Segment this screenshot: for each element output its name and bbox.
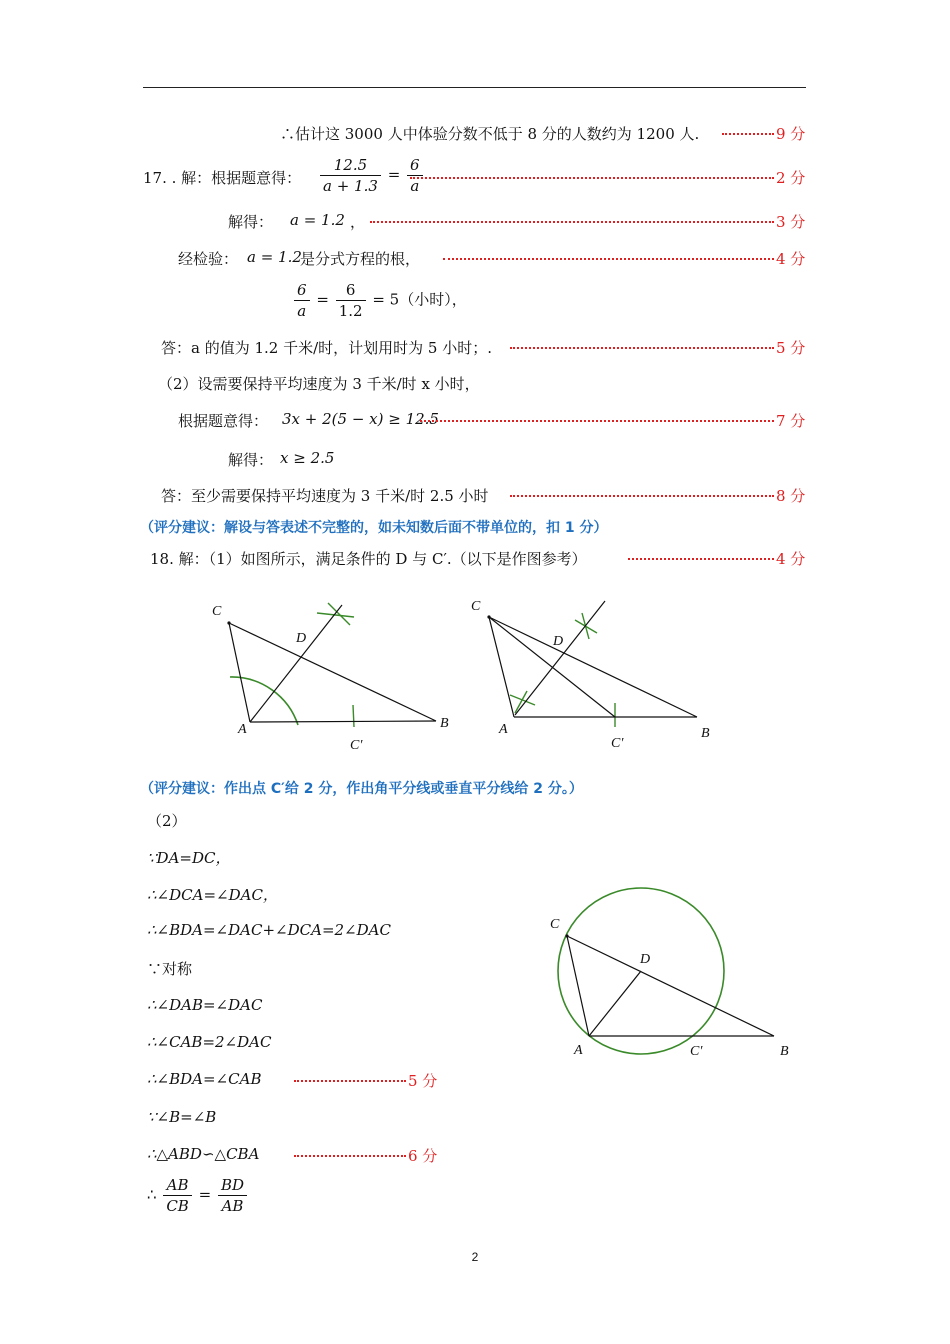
- frac-den: CB: [166, 1197, 189, 1215]
- solve1-expr: a = 1.2: [290, 211, 345, 229]
- label-C: C: [212, 604, 222, 619]
- label-B: B: [440, 716, 449, 731]
- score-leader: [628, 558, 774, 560]
- score-leader: [443, 258, 774, 260]
- page-number: 2: [471, 1250, 479, 1264]
- score-leader: [420, 420, 774, 422]
- label-C: C: [471, 599, 481, 614]
- label-C: C: [550, 917, 560, 932]
- frac-den: a + 1.3: [323, 177, 378, 195]
- score-4b: 4 分: [776, 550, 806, 568]
- frac-num: BD: [218, 1175, 247, 1196]
- answer-2: 答：至少需要保持平均速度为 3 千米/时 2.5 小时: [161, 487, 489, 505]
- label-A: A: [499, 722, 508, 737]
- proof-step-4: ∵对称: [147, 960, 193, 978]
- part-2: （2）设需要保持平均速度为 3 千米/时 x 小时，: [158, 375, 480, 393]
- frac-num: 6: [294, 280, 310, 301]
- check-expr: a = 1.2: [247, 248, 302, 266]
- part-2b: （2）: [147, 812, 187, 830]
- scoring-advice-2: （评分建议：作出点 C′给 2 分，作出角平分线或垂直平分线给 2 分。）: [140, 781, 583, 797]
- score-9: 9 分: [776, 125, 806, 143]
- label-D: D: [296, 631, 307, 646]
- label-B: B: [780, 1044, 789, 1059]
- answer-1: 答：a 的值为 1.2 千米/时，计划用时为 5 小时；.: [161, 339, 493, 357]
- label-D: D: [640, 952, 651, 967]
- solve2-expr: x ≥ 2.5: [280, 449, 335, 467]
- score-5b: 5 分: [408, 1072, 438, 1090]
- label-C-prime: C′: [690, 1044, 703, 1059]
- proof-step-6: ∴∠CAB=2∠DAC: [147, 1033, 272, 1051]
- score-leader: [510, 347, 774, 349]
- frac-den: 1.2: [338, 302, 363, 320]
- check-rest: 是分式方程的根，: [300, 250, 421, 268]
- bisector-line: [250, 605, 342, 722]
- score-2: 2 分: [776, 169, 806, 187]
- arc-mark: [353, 705, 354, 727]
- label-C-prime: C′: [350, 738, 363, 753]
- score-leader: [370, 221, 774, 223]
- q17-equation: [318, 155, 425, 196]
- score-3: 3 分: [776, 213, 806, 231]
- score-8: 8 分: [776, 487, 806, 505]
- figure-circle: [540, 880, 810, 1065]
- conclusion-16: ∴估计这 3000 人中体验分数不低于 8 分的人数约为 1200 人.: [280, 125, 700, 143]
- time-result: = 5（小时），: [372, 290, 467, 309]
- score-7: 7 分: [776, 412, 806, 430]
- frac-num: 6: [336, 280, 366, 301]
- scoring-advice-1: （评分建议：解设与答表述不完整的，如未知数后面不带单位的，扣 1 分）: [140, 520, 608, 536]
- score-leader: [722, 133, 774, 135]
- label-B: B: [701, 726, 710, 741]
- solve1-label: 解得：: [228, 213, 274, 231]
- equals: =: [198, 1185, 212, 1204]
- proof-step-10: [147, 1175, 249, 1216]
- header-rule: [143, 87, 806, 88]
- check-label: 经检验：: [178, 250, 239, 268]
- frac-den: a: [297, 302, 307, 320]
- score-leader: [410, 177, 774, 179]
- proof-step-1: ∵DA=DC，: [147, 849, 231, 867]
- proof-step-5: ∴∠DAB=∠DAC: [147, 996, 263, 1014]
- proof-step-2: ∴∠DCA=∠DAC，: [147, 886, 278, 904]
- equals: =: [387, 165, 401, 184]
- arc-construction: [230, 677, 298, 725]
- proof-step-8: ∵∠B=∠B: [147, 1108, 217, 1126]
- q17-lead: 17. . 解：根据题意得：: [143, 169, 302, 187]
- ineq-expr: 3x + 2(5 − x) ≥ 12.5: [282, 410, 439, 428]
- frac-num: 12.5: [320, 155, 381, 176]
- proof-step-3: ∴∠BDA=∠DAC+∠DCA=2∠DAC: [147, 921, 391, 939]
- score-leader: [294, 1080, 406, 1082]
- score-5: 5 分: [776, 339, 806, 357]
- proof-step-7: ∴∠BDA=∠CAB: [147, 1070, 262, 1088]
- frac-num: AB: [163, 1175, 192, 1196]
- figure-perpendicular-bisector: [465, 595, 725, 755]
- label-A: A: [238, 722, 247, 737]
- proof-step-9: ∴△ABD∽△CBA: [147, 1145, 260, 1163]
- frac-num: 6: [407, 155, 423, 176]
- label-C-prime: C′: [611, 736, 624, 751]
- figure-angle-bisector: [200, 595, 470, 755]
- solve1-comma: ，: [350, 213, 366, 231]
- label-A: A: [574, 1043, 583, 1058]
- score-4: 4 分: [776, 250, 806, 268]
- ineq-label: 根据题意得：: [178, 412, 269, 430]
- label-D: D: [553, 634, 564, 649]
- q18-lead: 18. 解：（1）如图所示，满足条件的 D 与 C′.（以下是作图参考）: [150, 550, 587, 568]
- score-leader: [510, 495, 774, 497]
- frac-den: a: [410, 177, 420, 195]
- score-6: 6 分: [408, 1147, 438, 1165]
- time-calc: $\frac{6}{a}$ = $\frac{6}{1.2}$ = 5（小时），: [292, 280, 467, 321]
- frac-den: AB: [221, 1197, 244, 1215]
- therefore-symbol: ∴: [147, 1185, 157, 1204]
- solve2-label: 解得：: [228, 451, 274, 469]
- score-leader: [294, 1155, 406, 1157]
